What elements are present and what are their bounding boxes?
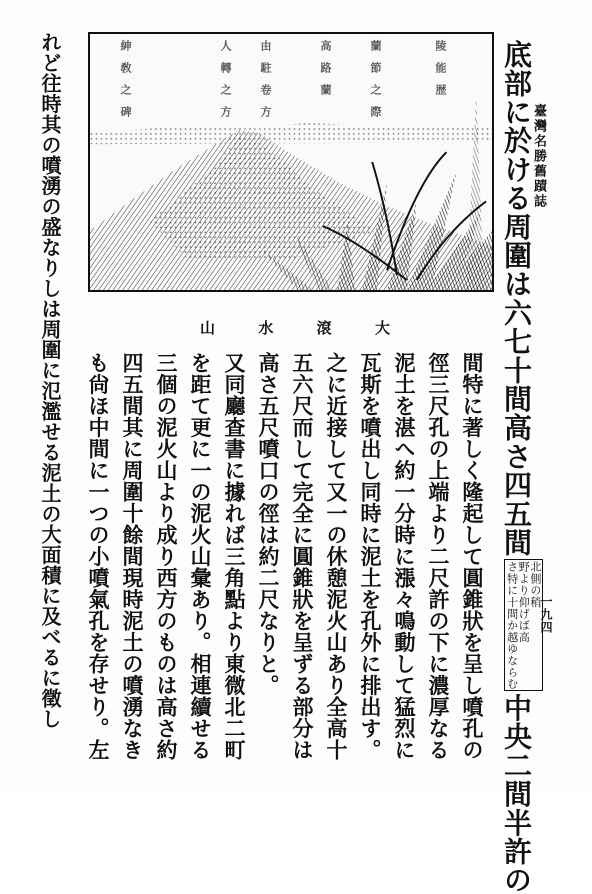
page-number: 一九四: [539, 595, 553, 634]
annotation-line: さ特に十間か越ゆならむ: [505, 560, 519, 690]
caption-char: 山: [200, 319, 216, 337]
text-column-9: 又同廳查書に據れば三角點より東微北二町: [222, 352, 247, 761]
text-column-14: れど往時其の噴湧の盛なりしは周圍に氾濫せる泥土の大面積に及べるに徵し: [38, 32, 62, 729]
text-column-4: 泥土を湛へ約一分時に漲々鳴動して猛烈に: [392, 352, 417, 761]
annotation-line: 野より仰げば高: [517, 560, 531, 643]
text-column-7: 五六尺而して完全に圓錐狀を呈ずる部分は: [290, 352, 315, 761]
text-column-2: 間特に著しく隆起して圓錐狀を呈し噴孔の: [460, 352, 485, 761]
figure-caption: [200, 317, 390, 337]
mud-volcano-illustration: 紳 敎 之 碑 人 轉 之 方 由 駐 卷 方 高 路 蘭 蘭 節 之 際 陵 能 歴: [88, 32, 494, 292]
text-column-8: 高さ五尺噴口の徑は約二尺なりと。: [256, 352, 281, 696]
caption-char: 大: [374, 319, 390, 337]
running-header: 臺灣名勝舊蹟誌: [531, 104, 546, 209]
caption-char: 水: [258, 319, 274, 337]
inline-annotation: [504, 559, 543, 692]
text-column-12: 四五間其に周圍十餘間現時泥土の噴湧なき: [120, 352, 145, 761]
text-column-6: 之に近接して又一の休憩泥火山あり全高十: [324, 352, 349, 761]
text-column-3: 徑三尺孔の上端より二尺許の下に濃厚なる: [426, 352, 451, 761]
illustration-drawing: [90, 34, 492, 290]
text-column-1-main: 底部に於ける周圍は六七十間高さ四五間: [500, 40, 533, 557]
caption-char: 滾: [316, 319, 332, 337]
text-column-11: 三個の泥火山より成り西方のものは高さ約: [154, 352, 179, 761]
text-column-13: も尙ほ中間に一つの小噴氣孔を存せり。左: [86, 352, 111, 761]
annotation-line: 北側の稍: [528, 560, 542, 608]
text-column-5: 瓦斯を噴出し同時に泥土を孔外に排出す。: [358, 352, 383, 761]
text-column-10: を距て更に一の泥火山彙あり。相連續せる: [188, 352, 213, 761]
text-column-1-tail: 中央二間半許の: [500, 693, 533, 894]
